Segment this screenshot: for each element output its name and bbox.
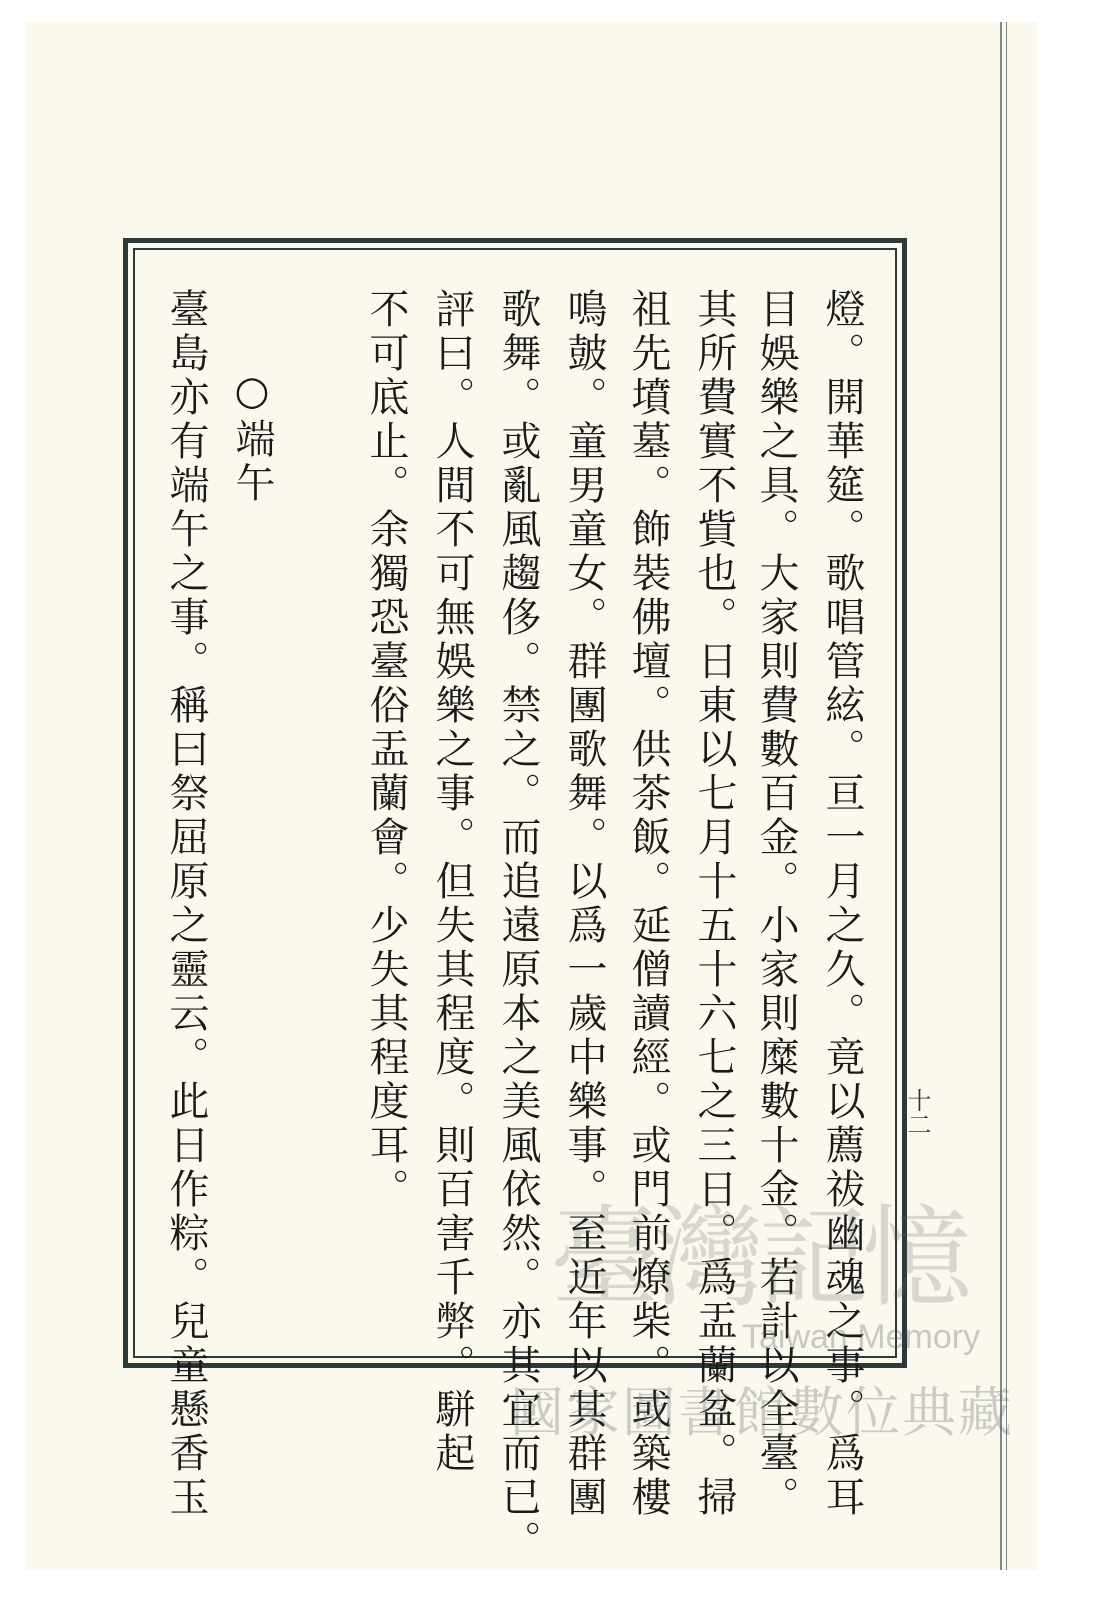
watermark-chinese: 國家圖書館數位典藏 <box>510 1381 1014 1444</box>
text-column-8: 不可底止。余獨恐臺俗盂蘭會。少失其程度耳。 <box>363 288 409 1212</box>
text-column-1: 燈。開華筵。歌唱管絃。亘一月之久。竟以薦祓幽魂之事。爲耳 <box>819 288 865 1520</box>
section-heading: ○端午 <box>229 368 275 506</box>
text-column-7: 評曰。人間不可無娛樂之事。但失其程度。則百害千弊。駢起 <box>429 288 475 1476</box>
text-column-4: 祖先墳墓。飾裝佛壇。供茶飯。延僧讀經。或門前燎柴。或築樓 <box>625 288 671 1520</box>
text-column-3: 其所費實不貲也。日東以七月十五十六七之三日。爲盂蘭盆。掃 <box>691 288 737 1520</box>
watermark-english: Taiwan Memory <box>742 1318 981 1356</box>
page-edge-line <box>1006 22 1007 1570</box>
page-edge-line <box>1000 22 1002 1570</box>
text-column-5: 鳴皷。童男童女。群團歌舞。以爲一歲中樂事。至近年以其群團 <box>561 288 607 1520</box>
text-column-6: 歌舞。或亂風趨侈。禁之。而追遠原本之美風依然。亦其宜而已。 <box>495 288 541 1564</box>
page-number: 十二 <box>903 1088 931 1136</box>
text-column-2: 目娛樂之具。大家則費數百金。小家則糜數十金。若計以全臺。 <box>753 288 799 1520</box>
text-column-10: 臺島亦有端午之事。稱曰祭屈原之靈云。此日作粽。兒童懸香玉 <box>163 288 209 1520</box>
watermark-script: 臺灣記憶 <box>550 1194 966 1322</box>
